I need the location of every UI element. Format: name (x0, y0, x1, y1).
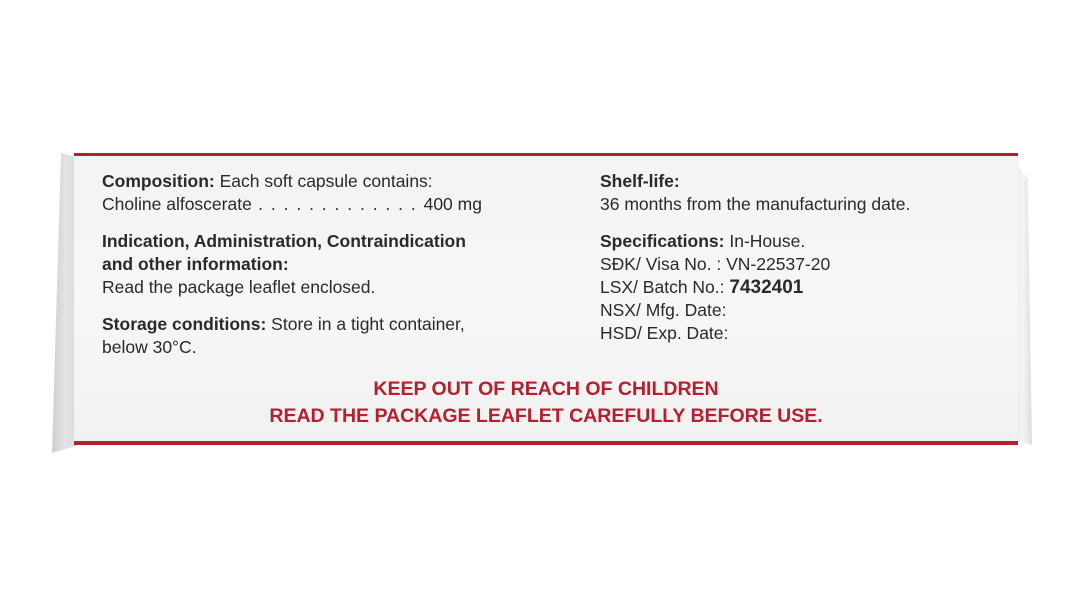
warning-children: KEEP OUT OF REACH OF CHILDREN (373, 378, 719, 400)
visa-separator: : (711, 254, 727, 274)
ingredient-name: Choline alfoscerate (102, 194, 252, 214)
indication-block (102, 230, 542, 299)
specifications-label: Specifications: (600, 231, 725, 251)
visa-line (600, 253, 1000, 276)
storage-block (102, 313, 542, 359)
batch-value: 7432401 (729, 277, 804, 298)
right-column (600, 170, 1000, 353)
storage-text-2: below 30°C. (102, 337, 197, 357)
ingredient-amount: 400 mg (423, 194, 482, 214)
batch-line (600, 276, 1000, 299)
composition-label: Composition: (102, 171, 215, 191)
specifications-line (600, 230, 1000, 253)
composition-block (102, 170, 542, 216)
storage-label: Storage conditions: (102, 314, 267, 334)
shelf-life-text: 36 months from the manufacturing date. (600, 194, 911, 214)
composition-text: Each soft capsule contains: (214, 171, 433, 191)
ingredient-line (102, 193, 542, 216)
ingredient-dots: . . . . . . . . . . . . . (251, 194, 424, 214)
shelf-life-label: Shelf-life: (600, 171, 680, 191)
indication-text: Read the package leaflet enclosed. (102, 277, 376, 297)
composition-line (102, 170, 542, 193)
specifications-block (600, 230, 1000, 345)
storage-text-1: Store in a tight container, (266, 314, 465, 334)
left-column (102, 170, 542, 367)
storage-line-1 (102, 313, 542, 336)
warning-leaflet: READ THE PACKAGE LEAFLET CAREFULLY BEFORE USE. (269, 405, 823, 427)
specifications-text: In-House. (724, 231, 806, 251)
indication-label-2: and other information: (102, 254, 289, 274)
visa-value: VN-22537-20 (726, 254, 831, 274)
batch-label: LSX/ Batch No.: (600, 277, 730, 297)
mfg-date-label: NSX/ Mfg. Date: (600, 300, 727, 320)
box-side-panel (74, 153, 1018, 445)
exp-date-label: HSD/ Exp. Date: (600, 323, 729, 343)
shelf-life-block (600, 170, 1000, 216)
visa-label: SĐK/ Visa No. (600, 254, 712, 274)
indication-label-1: Indication, Administration, Contraindication (102, 231, 466, 251)
